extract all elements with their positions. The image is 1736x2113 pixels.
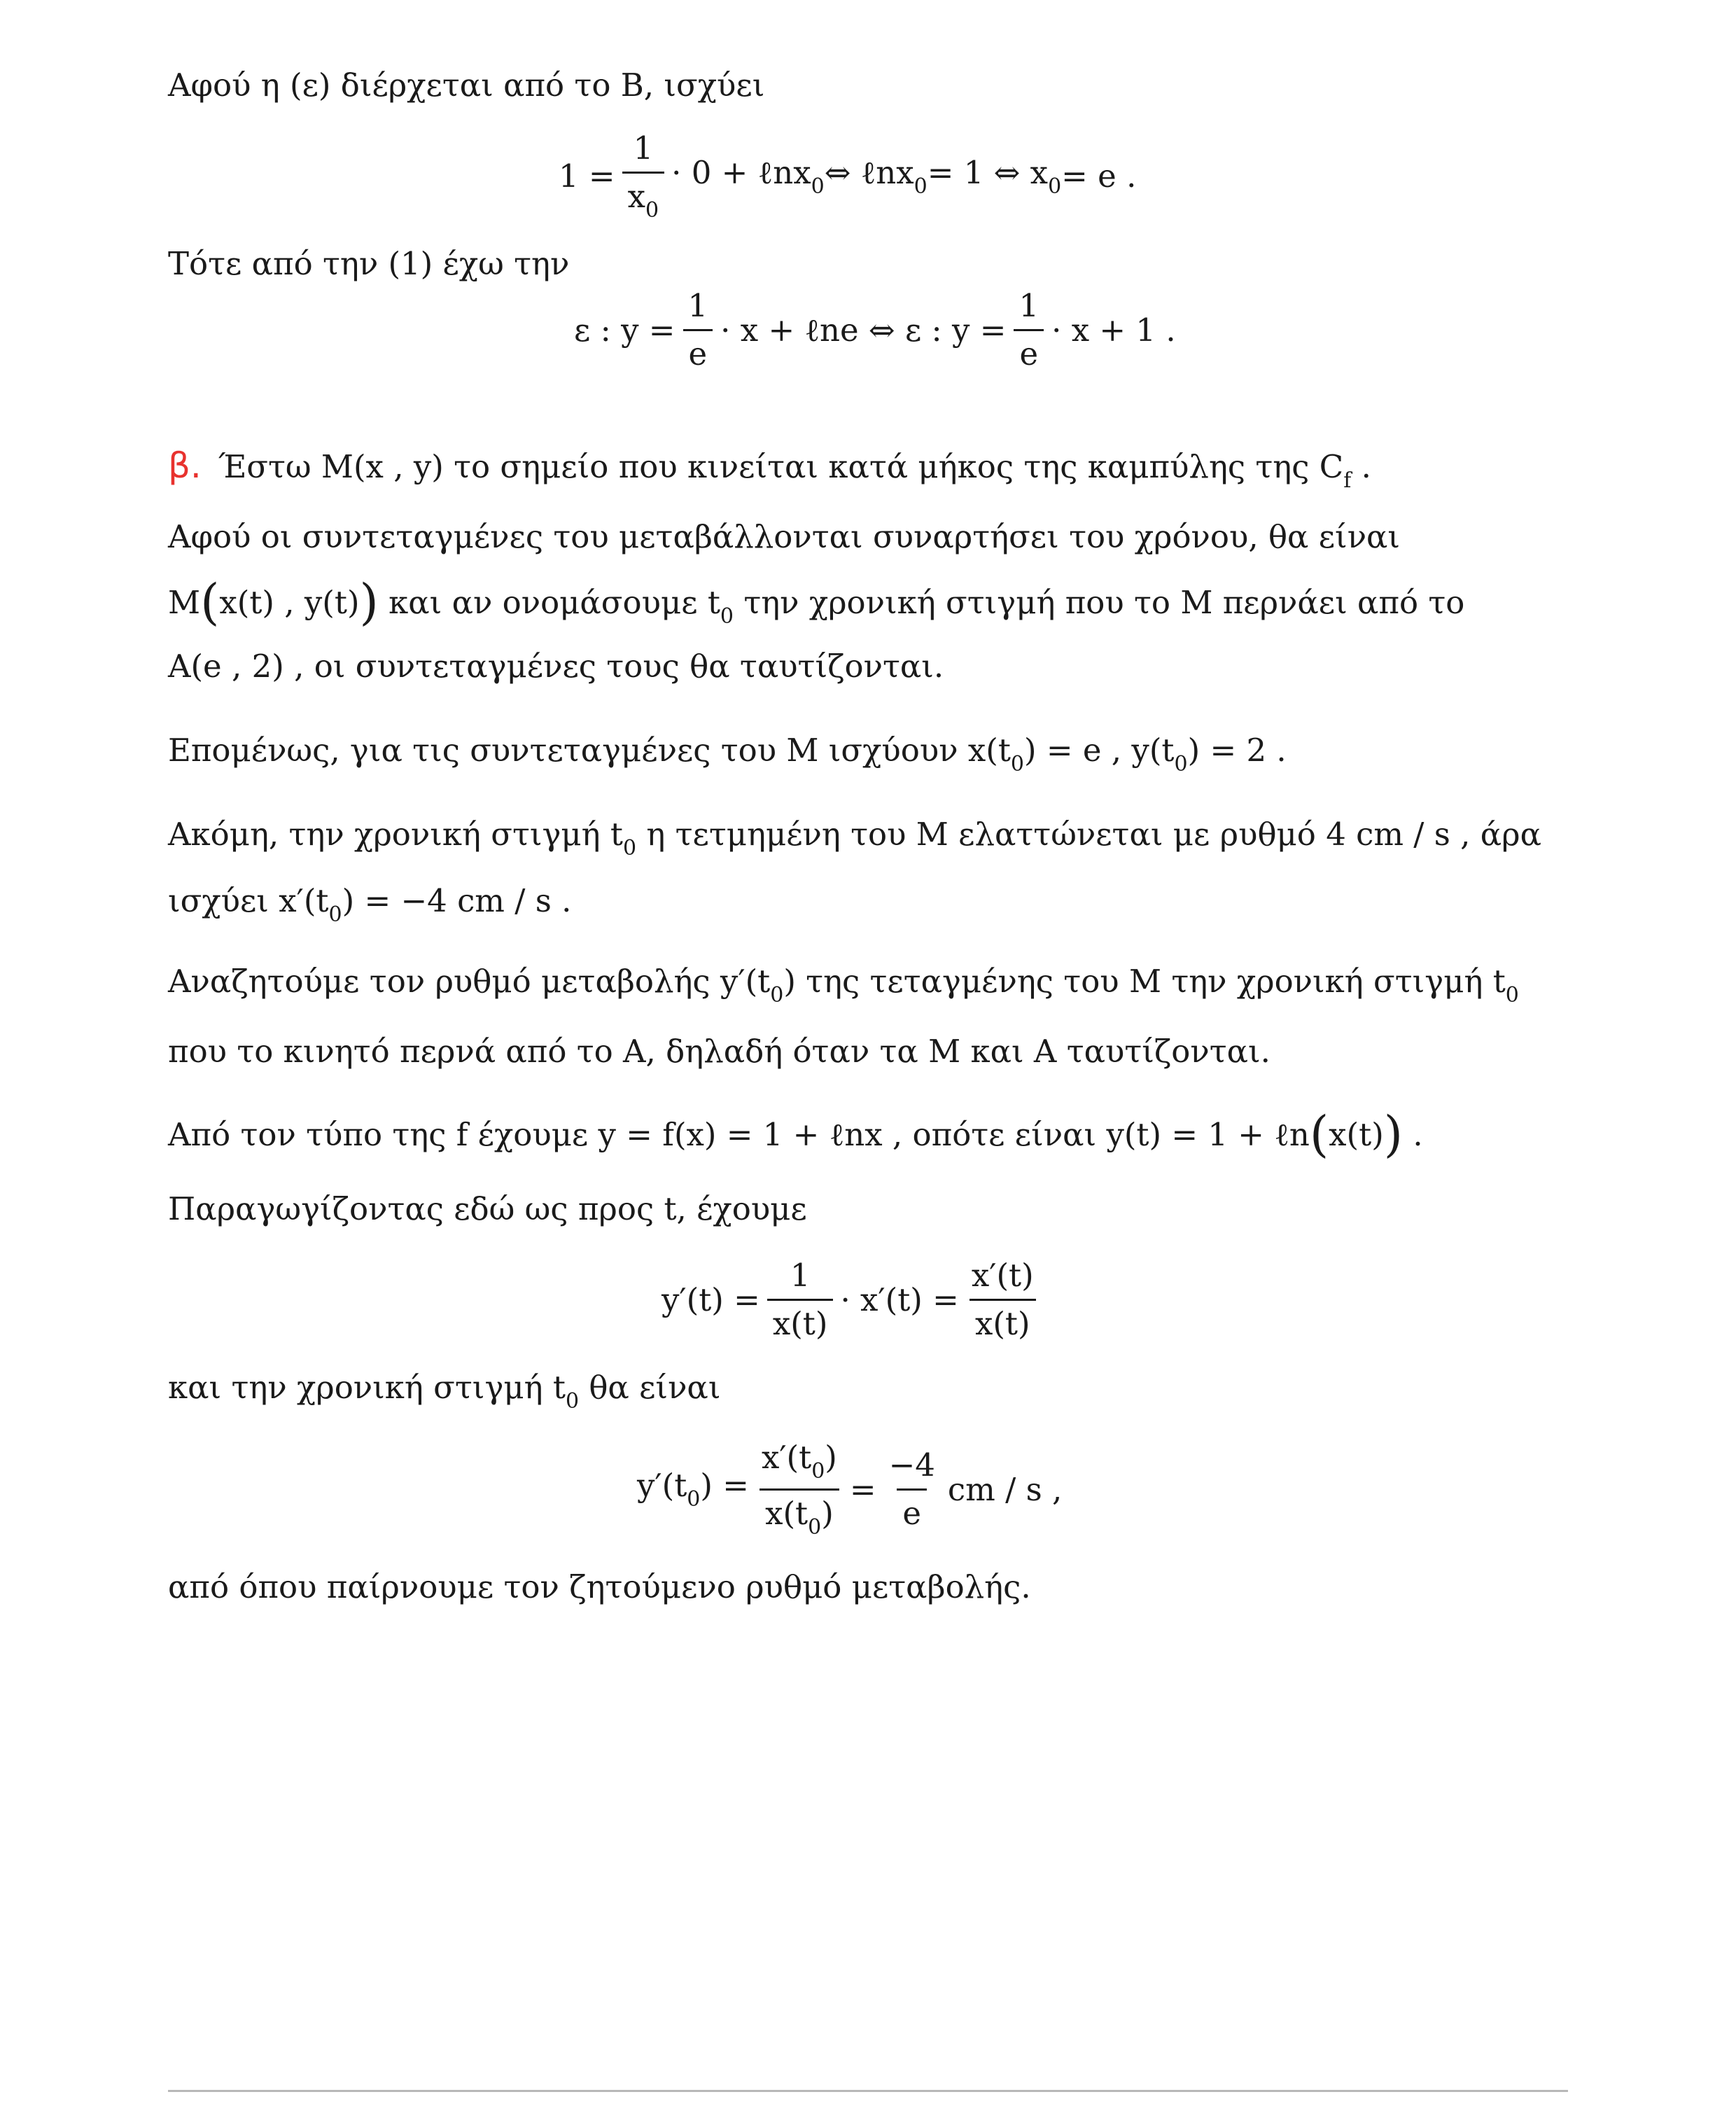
part-beta-label: β. — [168, 445, 202, 486]
eq3-lhs: y′(t) = — [662, 1281, 760, 1318]
text-line-3: Αφού οι συντεταγμένες του μεταβάλλονται συναρτήσει του χρόνου, θα είναι — [168, 518, 1401, 555]
eq3-fraction-2: $\frac{x'(t)}{x(t)}$ — [966, 1257, 1040, 1343]
eq2-fraction-1: $\frac{1}{e}$ — [682, 287, 714, 373]
text-line-8: ισχύει $x'(t_0) = -4$ cm / s . — [168, 882, 572, 927]
text-line-7: Ακόμη, την χρονική στιγμή $t_0$ η τετμημένη του Μ ελαττώνεται με ρυθμό 4 cm / s , άρα — [168, 816, 1542, 860]
text-line-4: M(x(t) , y(t)) και αν ονομάσουμε $t_0$ την χρονική στιγμή που το Μ περνάει από το — [168, 573, 1465, 631]
eq1-part-d: = e . — [1061, 158, 1137, 195]
equation-4 — [637, 1439, 1062, 1540]
text-line-1: Αφού η (ε) διέρχεται από το Β, ισχύει — [168, 67, 765, 104]
text-line-12: Παραγωγίζοντας εδώ ως προς t, έχουμε — [168, 1190, 807, 1227]
text-line-5: A(e , 2) , οι συντεταγμένες τους θα ταυτίζονται. — [168, 648, 944, 685]
eq3-fraction-1: $\frac{1}{x(t)}$ — [767, 1257, 834, 1343]
eq2-lhs: ε : y = — [574, 311, 676, 349]
eq4-lhs: $y'(t_0)$ = — [637, 1467, 749, 1512]
eq4-fraction-1: $\frac{x'(t_0)}{x(t_0)}$ — [756, 1439, 843, 1540]
eq1-part-c: = 1 ⇔ $x_0$ — [927, 153, 1062, 199]
part-beta-heading: β. Έστω M(x , y) το σημείο που κινείται κατά μήκος της καμπύλης της $C_f$ . — [168, 445, 1371, 493]
text-line-14: από όπου παίρνουμε τον ζητούμενο ρυθμό μεταβολής. — [168, 1568, 1031, 1605]
eq4-fraction-2: $\frac{-4}{e}$ — [888, 1446, 935, 1532]
eq4-equals: = — [849, 1470, 876, 1508]
equation-1 — [559, 130, 1136, 223]
eq1-part-b: ⇔ ℓnx$_0$ — [824, 153, 927, 199]
eq1-frac-num: 1 — [633, 130, 654, 167]
footer-divider — [168, 2090, 1568, 2092]
text-line-10: που το κινητό περνά από το Α, δηλαδή όταν τα Μ και Α ταυτίζονται. — [168, 1033, 1270, 1070]
text-line-6: Επομένως, για τις συντεταγμένες του Μ ισχύουν $x(t_0) = e$ , $y(t_0) = 2$ . — [168, 732, 1287, 776]
eq2-mid: · x + ℓne ⇔ ε : y = — [720, 311, 1007, 349]
text-line-2: Τότε από την (1) έχω την — [168, 245, 570, 282]
text-line-9: Αναζητούμε τον ρυθμό μεταβολής $y'(t_0)$ της τεταγμένης του Μ την χρονική στιγμή $t_0$ — [168, 963, 1519, 1007]
equation-2 — [574, 287, 1176, 373]
eq1-frac-den: $x_0$ — [622, 172, 664, 223]
equation-3 — [662, 1257, 1046, 1343]
eq1-part-a: · 0 + ℓnx$_0$ — [671, 153, 825, 199]
eq4-units: cm / s , — [947, 1470, 1063, 1508]
eq1-lhs: 1 = — [559, 158, 615, 195]
eq1-fraction — [622, 130, 664, 223]
text-line-13: και την χρονική στιγμή $t_0$ θα είναι — [168, 1369, 721, 1414]
eq2-fraction-2: $\frac{1}{e}$ — [1013, 287, 1044, 373]
eq3-mid: · x′(t) = — [840, 1281, 959, 1318]
eq2-end: · x + 1 . — [1051, 311, 1176, 349]
text-line-11: Από τον τύπο της f έχουμε y = f(x) = 1 + ℓnx , οπότε είναι y(t) = 1 + ℓn(x(t)) . — [168, 1106, 1423, 1163]
